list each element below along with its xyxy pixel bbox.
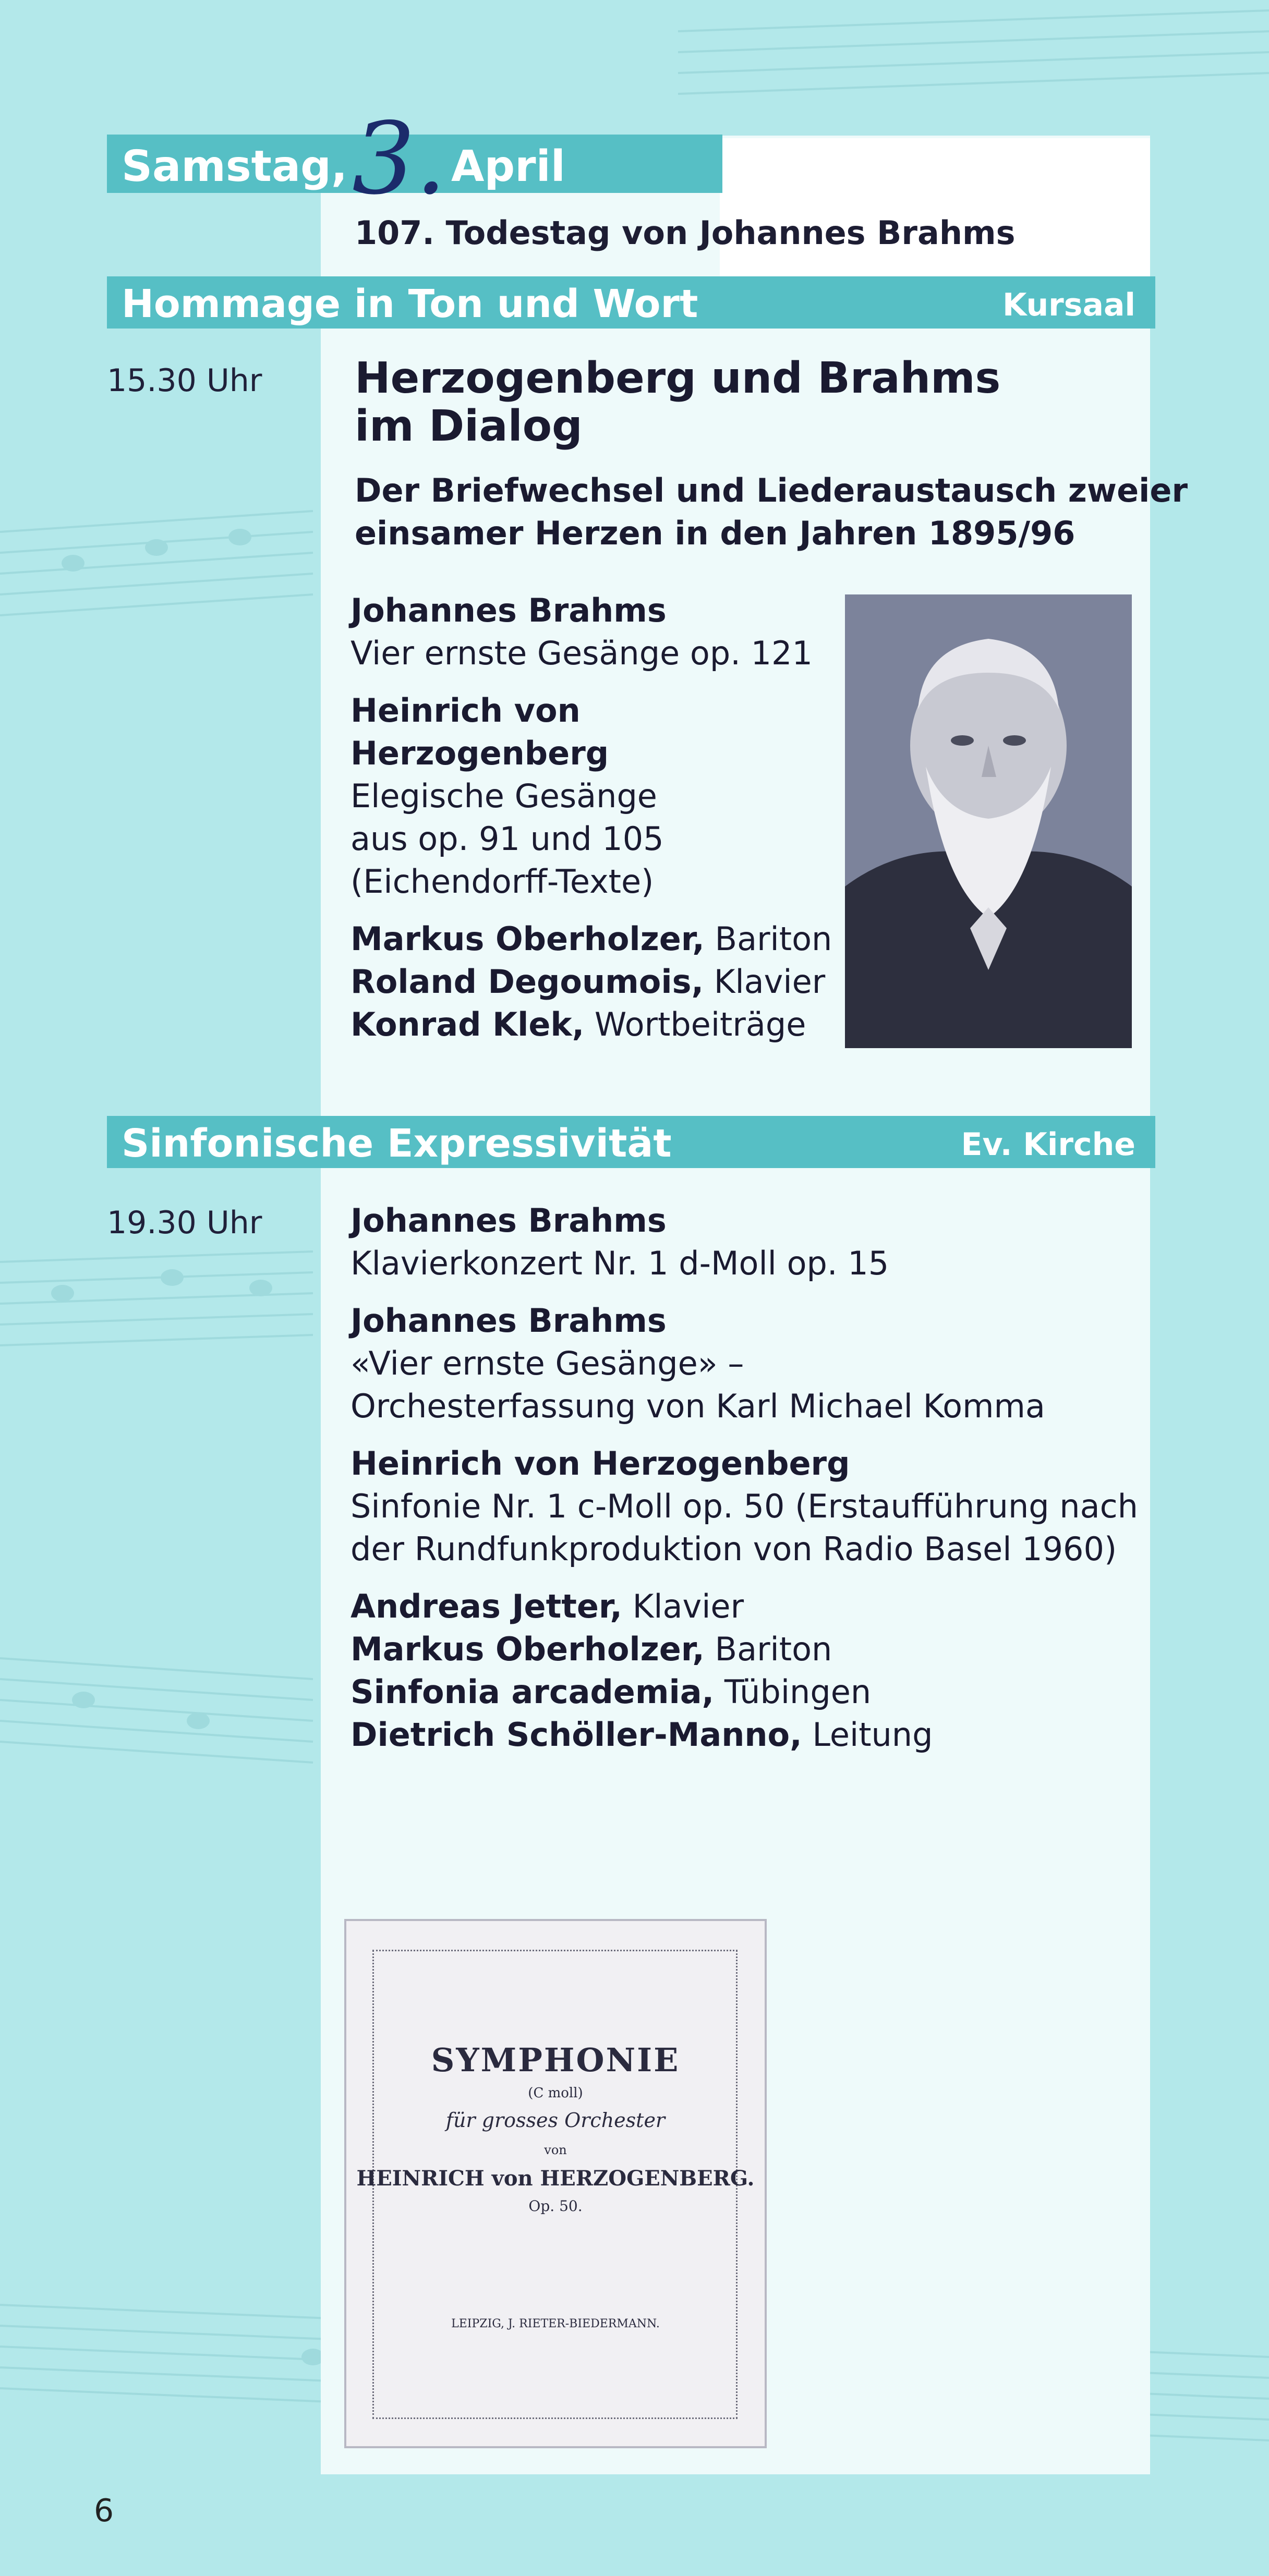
composer: Heinrich von (351, 691, 581, 730)
section-bar-hommage (107, 276, 1155, 329)
page-number: 6 (94, 2493, 114, 2529)
score-composer: HEINRICH von HERZOGENBERG. (356, 2166, 755, 2191)
date-month: April (451, 142, 565, 191)
section-title: Hommage in Ton und Wort (122, 282, 698, 326)
performer: Dietrich Schöller-Manno, Leitung (351, 1716, 933, 1754)
work-title: Elegische Gesänge (351, 777, 657, 815)
score-by: von (544, 2143, 567, 2157)
composer: Johannes Brahms (351, 1201, 667, 1240)
content-panel-top (720, 138, 1150, 279)
work-title: (Eichendorff-Texte) (351, 862, 654, 901)
score-for: für grosses Orchester (445, 2109, 666, 2132)
performer: Konrad Klek, Wortbeiträge (351, 1005, 806, 1043)
work-title: Orchesterfassung von Karl Michael Komma (351, 1387, 1045, 1425)
event-subtitle: 107. Todestag von Johannes Brahms (355, 214, 1016, 252)
performer: Roland Degoumois, Klavier (351, 963, 826, 1001)
event-time: 15.30 Uhr (107, 362, 262, 399)
section-bar-sinfonische (107, 1116, 1155, 1168)
score-cover-image (344, 1919, 767, 2448)
work-title: Klavierkonzert Nr. 1 d-Moll op. 15 (351, 1244, 889, 1282)
program-list (351, 589, 832, 1046)
work-title: «Vier ernste Gesänge» – (351, 1344, 744, 1382)
score-title: SYMPHONIE (431, 2041, 680, 2079)
section-location: Ev. Kirche (961, 1126, 1135, 1163)
composer: Herzogenberg (351, 734, 609, 772)
event-time: 19.30 Uhr (107, 1205, 262, 1241)
composer: Heinrich von Herzogenberg (351, 1444, 850, 1483)
score-publisher: LEIPZIG, J. RIETER-BIEDERMANN. (451, 2317, 660, 2330)
date-header (107, 101, 722, 216)
score-opus: Op. 50. (528, 2197, 583, 2215)
performer: Markus Oberholzer, Bariton (351, 920, 832, 958)
date-number: 3. (352, 101, 447, 216)
work-title: Vier ernste Gesänge op. 121 (351, 634, 813, 672)
score-key: (C moll) (528, 2085, 583, 2101)
program-list (351, 1199, 1138, 1756)
work-title: der Rundfunkproduktion von Radio Basel 1960) (351, 1530, 1117, 1568)
performer: Sinfonia arcademia, Tübingen (351, 1673, 872, 1711)
section-location: Kursaal (1002, 287, 1135, 323)
date-day: Samstag, (122, 142, 348, 191)
section-title: Sinfonische Expressivität (122, 1121, 672, 1166)
work-title: aus op. 91 und 105 (351, 820, 664, 858)
composer: Johannes Brahms (351, 591, 667, 629)
event-heading: Herzogenberg und Brahms im Dialog (355, 354, 1001, 451)
work-title: Sinfonie Nr. 1 c-Moll op. 50 (Erstaufführung nach (351, 1487, 1138, 1525)
event-subheading: Der Briefwechsel und Liederaustausch zweier einsamer Herzen in den Jahren 1895/96 (355, 471, 1188, 552)
performer: Andreas Jetter, Klavier (351, 1587, 744, 1625)
composer: Johannes Brahms (351, 1302, 667, 1340)
performer: Markus Oberholzer, Bariton (351, 1630, 832, 1668)
portrait-image (845, 594, 1132, 1048)
